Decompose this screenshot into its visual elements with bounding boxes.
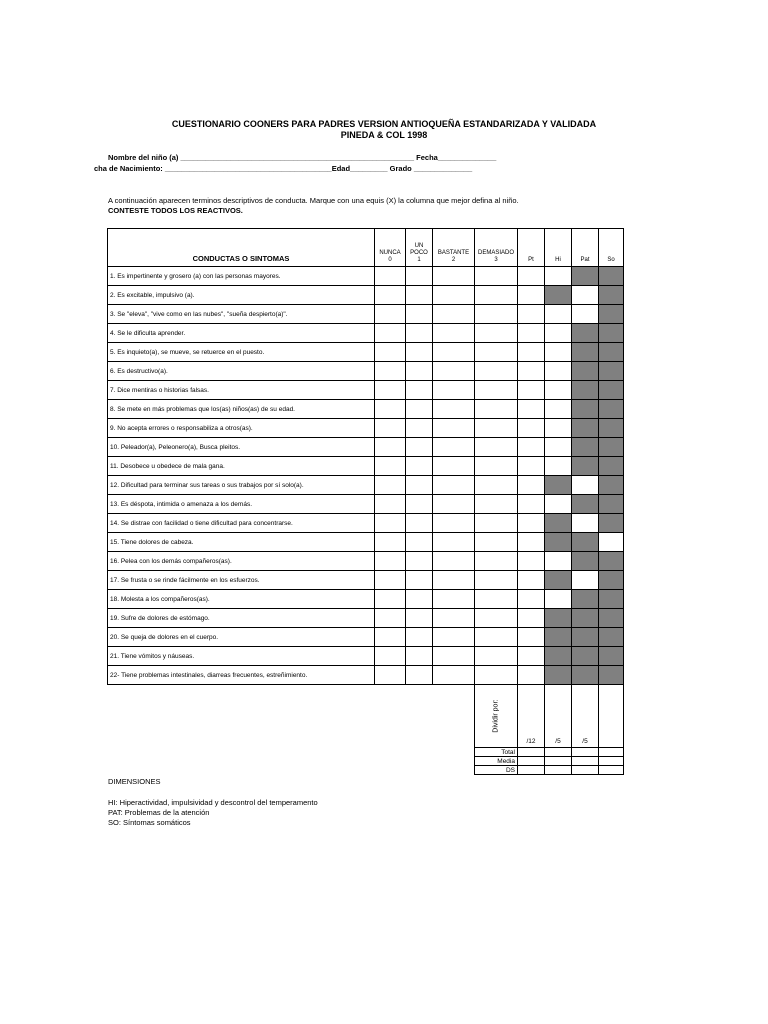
answer-cell-nunca[interactable] <box>375 533 406 552</box>
score-cell-so <box>599 628 624 647</box>
answer-cell-bastante[interactable] <box>433 438 475 457</box>
score-cell-pt <box>518 609 545 628</box>
score-cell-pt <box>518 647 545 666</box>
score-cell-pat <box>572 533 599 552</box>
score-cell-pt <box>518 457 545 476</box>
answer-cell-demasiado[interactable] <box>475 267 518 286</box>
answer-cell-nunca[interactable] <box>375 628 406 647</box>
answer-cell-un-poco[interactable] <box>406 514 433 533</box>
score-cell-so <box>599 647 624 666</box>
answer-cell-bastante[interactable] <box>433 666 475 685</box>
answer-cell-demasiado[interactable] <box>475 343 518 362</box>
score-cell-pt <box>518 267 545 286</box>
nunca-column-header: NUNCA 0 <box>375 229 406 267</box>
answer-cell-un-poco[interactable] <box>406 590 433 609</box>
score-cell-pat <box>572 305 599 324</box>
blank-area <box>108 685 475 748</box>
divide-row <box>108 685 624 748</box>
dimension-hi: HI: Hiperactividad, impulsividad y descontrol del temperamento <box>108 798 318 807</box>
score-cell-pt <box>518 362 545 381</box>
answer-cell-un-poco[interactable] <box>406 476 433 495</box>
score-cell-so <box>599 571 624 590</box>
score-cell-pat <box>572 324 599 343</box>
score-cell-pat <box>572 457 599 476</box>
summary-cell-hi[interactable] <box>545 757 572 766</box>
table-row <box>108 324 624 343</box>
form-title: CUESTIONARIO COONERS PARA PADRES VERSION ANTIOQUEÑA ESTANDARIZADA Y VALIDADA <box>171 119 597 129</box>
answer-cell-demasiado[interactable] <box>475 628 518 647</box>
score-cell-so <box>599 609 624 628</box>
table-row <box>108 666 624 685</box>
answer-cell-nunca[interactable] <box>375 286 406 305</box>
answer-cell-bastante[interactable] <box>433 419 475 438</box>
score-cell-so <box>599 476 624 495</box>
summary-cell-so[interactable] <box>599 766 624 775</box>
score-cell-pat <box>572 286 599 305</box>
answer-cell-un-poco[interactable] <box>406 571 433 590</box>
answer-cell-demasiado[interactable] <box>475 324 518 343</box>
so-column-header: So <box>599 229 624 267</box>
instructions-bold: CONTESTE TODOS LOS REACTIVOS. <box>108 206 243 215</box>
answer-cell-bastante[interactable] <box>433 457 475 476</box>
score-cell-pt <box>518 571 545 590</box>
answer-cell-nunca[interactable] <box>375 400 406 419</box>
answer-cell-nunca[interactable] <box>375 609 406 628</box>
score-cell-hi <box>545 343 572 362</box>
table-row <box>108 438 624 457</box>
score-cell-pat <box>572 495 599 514</box>
score-cell-pat <box>572 343 599 362</box>
answer-cell-nunca[interactable] <box>375 324 406 343</box>
answer-cell-nunca[interactable] <box>375 343 406 362</box>
item-text: 15. Tiene dolores de cabeza. <box>108 533 375 552</box>
answer-cell-nunca[interactable] <box>375 552 406 571</box>
score-cell-pat <box>572 628 599 647</box>
summary-cell-pt[interactable] <box>518 757 545 766</box>
score-cell-so <box>599 552 624 571</box>
answer-cell-bastante[interactable] <box>433 628 475 647</box>
table-row <box>108 381 624 400</box>
answer-cell-nunca[interactable] <box>375 381 406 400</box>
answer-cell-demasiado[interactable] <box>475 647 518 666</box>
answer-cell-bastante[interactable] <box>433 590 475 609</box>
divide-value-pt: /12 <box>518 685 545 748</box>
answer-cell-nunca[interactable] <box>375 666 406 685</box>
item-text: 6. Es destructivo(a). <box>108 362 375 381</box>
item-text: 19. Sufre de dolores de estómago. <box>108 609 375 628</box>
answer-cell-un-poco[interactable] <box>406 381 433 400</box>
dimensions-heading: DIMENSIONES <box>108 777 161 786</box>
answer-cell-demasiado[interactable] <box>475 552 518 571</box>
score-cell-pt <box>518 552 545 571</box>
blank-area <box>108 748 475 757</box>
item-text: 16. Pelea con los demás compañeros(as). <box>108 552 375 571</box>
table-row <box>108 476 624 495</box>
answer-cell-un-poco[interactable] <box>406 343 433 362</box>
divide-value-so <box>599 685 624 748</box>
form-subtitle: PINEDA & COL 1998 <box>340 130 428 140</box>
score-cell-hi <box>545 362 572 381</box>
item-text: 8. Se mete en más problemas que los(as) niños(as) de su edad. <box>108 400 375 419</box>
answer-cell-demasiado[interactable] <box>475 533 518 552</box>
score-cell-so <box>599 267 624 286</box>
answer-cell-nunca[interactable] <box>375 514 406 533</box>
summary-row <box>108 748 624 757</box>
score-cell-hi <box>545 647 572 666</box>
score-cell-so <box>599 324 624 343</box>
divide-value-hi: /5 <box>545 685 572 748</box>
answer-cell-demasiado[interactable] <box>475 381 518 400</box>
table-row <box>108 552 624 571</box>
un-poco-column-header: UN POCO 1 <box>406 229 433 267</box>
pat-column-header: Pat <box>572 229 599 267</box>
answer-cell-un-poco[interactable] <box>406 552 433 571</box>
dimension-so: SO: Síntomas somáticos <box>108 818 191 827</box>
answer-cell-bastante[interactable] <box>433 495 475 514</box>
score-cell-pt <box>518 343 545 362</box>
summary-label: Media <box>475 757 518 766</box>
pt-column-header: Pt <box>518 229 545 267</box>
answer-cell-nunca[interactable] <box>375 647 406 666</box>
answer-cell-un-poco[interactable] <box>406 457 433 476</box>
instructions: A continuación aparecen terminos descriptivos de conducta. Marque con una equis (X) la columna que mejor defina al niño. <box>108 196 519 205</box>
score-cell-so <box>599 533 624 552</box>
table-row <box>108 628 624 647</box>
score-cell-hi <box>545 438 572 457</box>
score-cell-pat <box>572 267 599 286</box>
item-text: 17. Se frusta o se rinde fácilmente en los esfuerzos. <box>108 571 375 590</box>
score-cell-hi <box>545 514 572 533</box>
answer-cell-demasiado[interactable] <box>475 286 518 305</box>
dimension-pat: PAT: Problemas de la atención <box>108 808 210 817</box>
score-cell-hi <box>545 571 572 590</box>
answer-cell-bastante[interactable] <box>433 286 475 305</box>
score-cell-pat <box>572 400 599 419</box>
table-row <box>108 267 624 286</box>
score-cell-pt <box>518 514 545 533</box>
score-cell-hi <box>545 476 572 495</box>
score-cell-pt <box>518 286 545 305</box>
table-row <box>108 533 624 552</box>
answer-cell-nunca[interactable] <box>375 438 406 457</box>
answer-cell-nunca[interactable] <box>375 267 406 286</box>
answer-cell-demasiado[interactable] <box>475 495 518 514</box>
blank-area <box>108 757 475 766</box>
answer-cell-bastante[interactable] <box>433 324 475 343</box>
answer-cell-bastante[interactable] <box>433 381 475 400</box>
birth-age-grade-line: cha de Nacimiento: ________________________________________Edad_________ Grado ______________ <box>94 164 473 173</box>
score-cell-pat <box>572 590 599 609</box>
answer-cell-un-poco[interactable] <box>406 400 433 419</box>
score-cell-so <box>599 514 624 533</box>
summary-cell-so[interactable] <box>599 757 624 766</box>
score-cell-so <box>599 419 624 438</box>
answer-cell-un-poco[interactable] <box>406 628 433 647</box>
score-cell-so <box>599 286 624 305</box>
item-text: 21. Tiene vómitos y náuseas. <box>108 647 375 666</box>
answer-cell-demasiado[interactable] <box>475 400 518 419</box>
answer-cell-un-poco[interactable] <box>406 286 433 305</box>
score-cell-pt <box>518 381 545 400</box>
score-cell-so <box>599 438 624 457</box>
score-cell-so <box>599 343 624 362</box>
answer-cell-un-poco[interactable] <box>406 533 433 552</box>
answer-cell-nunca[interactable] <box>375 590 406 609</box>
answer-cell-un-poco[interactable] <box>406 647 433 666</box>
score-cell-pat <box>572 571 599 590</box>
score-cell-pat <box>572 666 599 685</box>
item-text: 2. Es excitable, impulsivo (a). <box>108 286 375 305</box>
blank-area <box>108 766 475 775</box>
answer-cell-nunca[interactable] <box>375 419 406 438</box>
score-cell-hi <box>545 286 572 305</box>
score-cell-hi <box>545 400 572 419</box>
item-text: 20. Se queja de dolores en el cuerpo. <box>108 628 375 647</box>
answer-cell-bastante[interactable] <box>433 476 475 495</box>
demasiado-column-header: DEMASIADO 3 <box>475 229 518 267</box>
score-cell-hi <box>545 666 572 685</box>
answer-cell-nunca[interactable] <box>375 571 406 590</box>
answer-cell-un-poco[interactable] <box>406 419 433 438</box>
score-cell-pat <box>572 647 599 666</box>
answer-cell-demasiado[interactable] <box>475 666 518 685</box>
summary-cell-pat[interactable] <box>572 748 599 757</box>
table-row <box>108 514 624 533</box>
answer-cell-nunca[interactable] <box>375 476 406 495</box>
score-cell-hi <box>545 495 572 514</box>
answer-cell-un-poco[interactable] <box>406 495 433 514</box>
score-cell-hi <box>545 419 572 438</box>
score-cell-pat <box>572 438 599 457</box>
score-cell-so <box>599 400 624 419</box>
score-cell-so <box>599 457 624 476</box>
score-cell-hi <box>545 305 572 324</box>
score-cell-pt <box>518 533 545 552</box>
table-row <box>108 609 624 628</box>
answer-cell-nunca[interactable] <box>375 305 406 324</box>
item-text: 4. Se le dificulta aprender. <box>108 324 375 343</box>
answer-cell-un-poco[interactable] <box>406 362 433 381</box>
score-cell-hi <box>545 381 572 400</box>
divide-label: Dividir por: <box>492 699 500 733</box>
summary-cell-pat[interactable] <box>572 766 599 775</box>
item-text: 10. Peleador(a), Peleonero(a), Busca pleitos. <box>108 438 375 457</box>
score-cell-pt <box>518 324 545 343</box>
summary-cell-pat[interactable] <box>572 757 599 766</box>
summary-cell-so[interactable] <box>599 748 624 757</box>
table-row <box>108 571 624 590</box>
answer-cell-un-poco[interactable] <box>406 305 433 324</box>
answer-cell-un-poco[interactable] <box>406 438 433 457</box>
score-cell-pt <box>518 628 545 647</box>
table-row <box>108 362 624 381</box>
answer-cell-nunca[interactable] <box>375 457 406 476</box>
score-cell-pat <box>572 552 599 571</box>
summary-cell-pt[interactable] <box>518 748 545 757</box>
item-text: 13. Es déspota, intimida o amenaza a los demás. <box>108 495 375 514</box>
answer-cell-un-poco[interactable] <box>406 609 433 628</box>
summary-cell-pt[interactable] <box>518 766 545 775</box>
score-cell-pt <box>518 438 545 457</box>
summary-cell-hi[interactable] <box>545 748 572 757</box>
score-cell-pt <box>518 305 545 324</box>
score-cell-pat <box>572 362 599 381</box>
item-text: 9. No acepta errores o responsabiliza a otros(as). <box>108 419 375 438</box>
item-text: 7. Dice mentiras o historias falsas. <box>108 381 375 400</box>
summary-row <box>108 757 624 766</box>
score-cell-hi <box>545 590 572 609</box>
answer-cell-un-poco[interactable] <box>406 324 433 343</box>
item-text: 11. Desobece u obedece de mala gana. <box>108 457 375 476</box>
questionnaire-table <box>107 228 624 775</box>
summary-row <box>108 766 624 775</box>
item-text: 1. Es impertinente y grosero (a) con las personas mayores. <box>108 267 375 286</box>
score-cell-pt <box>518 476 545 495</box>
answer-cell-bastante[interactable] <box>433 533 475 552</box>
answer-cell-demasiado[interactable] <box>475 476 518 495</box>
answer-cell-bastante[interactable] <box>433 647 475 666</box>
summary-cell-hi[interactable] <box>545 766 572 775</box>
summary-label: Total <box>475 748 518 757</box>
divide-value-pat: /5 <box>572 685 599 748</box>
score-cell-pat <box>572 514 599 533</box>
item-text: 5. Es inquieto(a), se mueve, se retuerce en el puesto. <box>108 343 375 362</box>
item-text: 3. Se "eleva", "vive como en las nubes", "sueña despierto(a)". <box>108 305 375 324</box>
answer-cell-un-poco[interactable] <box>406 666 433 685</box>
answer-cell-bastante[interactable] <box>433 305 475 324</box>
divide-label-cell <box>475 685 518 748</box>
answer-cell-bastante[interactable] <box>433 400 475 419</box>
table-row <box>108 286 624 305</box>
score-cell-pat <box>572 381 599 400</box>
table-row <box>108 457 624 476</box>
answer-cell-bastante[interactable] <box>433 362 475 381</box>
answer-cell-demasiado[interactable] <box>475 590 518 609</box>
header-row <box>108 229 624 267</box>
answer-cell-demasiado[interactable] <box>475 362 518 381</box>
item-text: 22- Tiene problemas intestinales, diarreas frecuentes, estreñimiento. <box>108 666 375 685</box>
score-cell-hi <box>545 267 572 286</box>
score-cell-pat <box>572 609 599 628</box>
table-row <box>108 400 624 419</box>
answer-cell-bastante[interactable] <box>433 343 475 362</box>
score-cell-hi <box>545 457 572 476</box>
score-cell-so <box>599 381 624 400</box>
bastante-column-header: BASTANTE 2 <box>433 229 475 267</box>
answer-cell-demasiado[interactable] <box>475 305 518 324</box>
answer-cell-un-poco[interactable] <box>406 267 433 286</box>
item-text: 12. Dificultad para terminar sus tareas o sus trabajos por sí solo(a). <box>108 476 375 495</box>
score-cell-so <box>599 305 624 324</box>
score-cell-hi <box>545 533 572 552</box>
answer-cell-demasiado[interactable] <box>475 514 518 533</box>
score-cell-pt <box>518 590 545 609</box>
score-cell-so <box>599 495 624 514</box>
answer-cell-demasiado[interactable] <box>475 571 518 590</box>
score-cell-pt <box>518 666 545 685</box>
table-row <box>108 305 624 324</box>
answer-cell-bastante[interactable] <box>433 267 475 286</box>
score-cell-so <box>599 590 624 609</box>
hi-column-header: Hi <box>545 229 572 267</box>
score-cell-pt <box>518 495 545 514</box>
summary-label: DS <box>475 766 518 775</box>
score-cell-hi <box>545 609 572 628</box>
answer-cell-nunca[interactable] <box>375 362 406 381</box>
table-row <box>108 495 624 514</box>
table-row <box>108 419 624 438</box>
name-date-line: Nombre del niño (a) ________________________________________________________ Fecha______________ <box>108 153 497 162</box>
score-cell-pt <box>518 419 545 438</box>
score-cell-so <box>599 666 624 685</box>
score-cell-hi <box>545 552 572 571</box>
answer-cell-nunca[interactable] <box>375 495 406 514</box>
table-row <box>108 647 624 666</box>
score-cell-pat <box>572 419 599 438</box>
behavior-column-header: CONDUCTAS O SINTOMAS <box>108 229 375 267</box>
score-cell-so <box>599 362 624 381</box>
item-text: 14. Se distrae con facilidad o tiene dificultad para concentrarse. <box>108 514 375 533</box>
score-cell-pat <box>572 476 599 495</box>
answer-cell-bastante[interactable] <box>433 571 475 590</box>
table-row <box>108 590 624 609</box>
answer-cell-demasiado[interactable] <box>475 419 518 438</box>
answer-cell-demasiado[interactable] <box>475 457 518 476</box>
answer-cell-demasiado[interactable] <box>475 438 518 457</box>
item-text: 18. Molesta a los compañeros(as). <box>108 590 375 609</box>
answer-cell-bastante[interactable] <box>433 514 475 533</box>
answer-cell-bastante[interactable] <box>433 609 475 628</box>
score-cell-hi <box>545 628 572 647</box>
table-row <box>108 343 624 362</box>
score-cell-hi <box>545 324 572 343</box>
answer-cell-bastante[interactable] <box>433 552 475 571</box>
answer-cell-demasiado[interactable] <box>475 609 518 628</box>
score-cell-pt <box>518 400 545 419</box>
